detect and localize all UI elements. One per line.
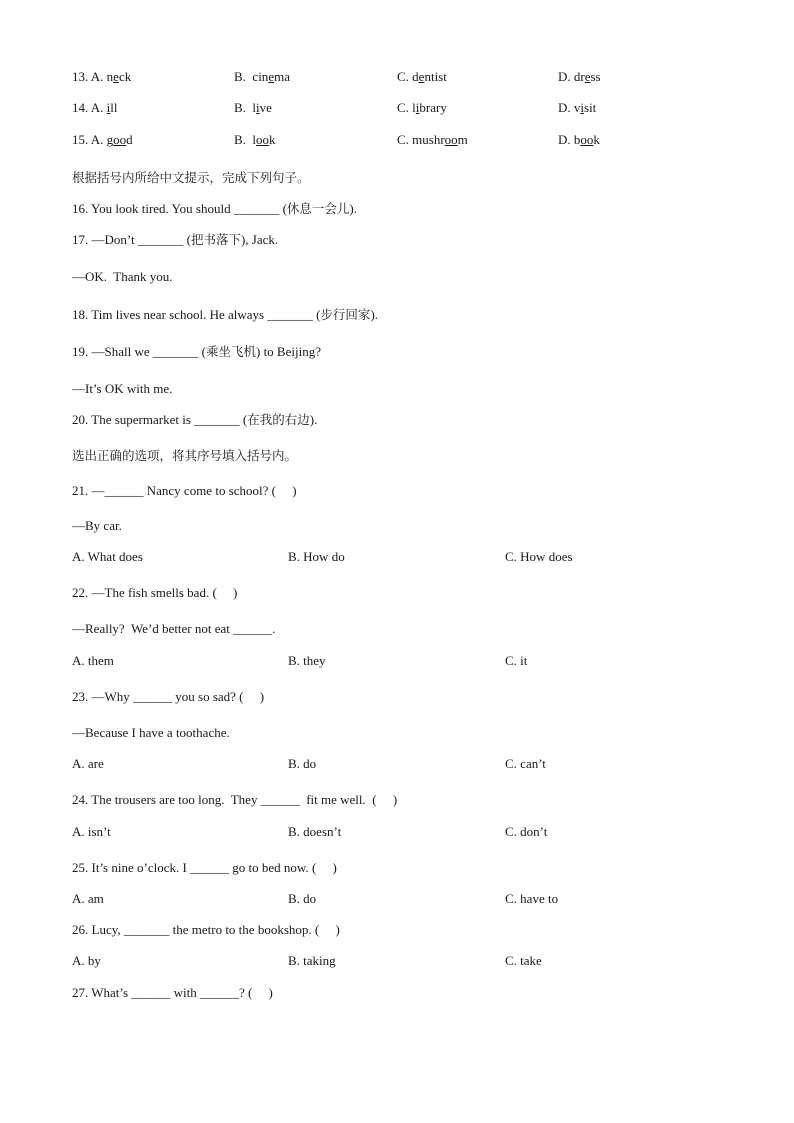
question-26-options <box>72 953 722 969</box>
option-d: D. dress <box>558 69 601 84</box>
option-b: B. cinema <box>234 69 290 84</box>
question-26: 26. Lucy, _______ the metro to the bookshop. ( ) <box>72 922 340 937</box>
option-c: C. can’t <box>505 756 546 771</box>
option-c: C. it <box>505 653 528 668</box>
question-21-reply: —By car. <box>72 518 122 533</box>
option-c: C. library <box>397 100 447 115</box>
question-16: 16. You look tired. You should _______ (休息一会儿). <box>72 201 358 216</box>
option-a: A. What does <box>72 549 143 564</box>
question-23: 23. —Why ______ you so sad? ( ) <box>72 689 265 704</box>
question-18: 18. Tim lives near school. He always _______ (步行回家). <box>72 307 379 322</box>
question-24: 24. The trousers are too long. They ______ fit me well. ( ) <box>72 792 398 807</box>
option-b: B. taking <box>288 953 336 968</box>
question-13-row <box>72 69 672 85</box>
question-27: 27. What’s ______ with ______? ( ) <box>72 985 273 1000</box>
option-a: 13. A. neck <box>72 69 132 84</box>
question-21-options <box>72 549 722 565</box>
question-24-options <box>72 824 722 840</box>
question-20: 20. The supermarket is _______ (在我的右边). <box>72 412 318 427</box>
option-a: A. them <box>72 653 114 668</box>
question-25-options <box>72 891 722 907</box>
option-a: A. are <box>72 756 104 771</box>
question-17-reply: —OK. Thank you. <box>72 269 173 284</box>
question-19-reply: —It’s OK with me. <box>72 381 173 396</box>
option-c: C. don’t <box>505 824 548 839</box>
option-b: B. How do <box>288 549 345 564</box>
option-b: B. they <box>288 653 326 668</box>
question-21: 21. —______ Nancy come to school? ( ) <box>72 483 297 498</box>
option-c: C. dentist <box>397 69 447 84</box>
question-17: 17. —Don’t _______ (把书落下), Jack. <box>72 232 279 247</box>
section-title-sentences: 根据括号内所给中文提示，完成下列句子。 <box>72 170 310 185</box>
option-d: D. visit <box>558 100 597 115</box>
option-c: C. take <box>505 953 542 968</box>
question-22-reply: —Really? We’d better not eat ______. <box>72 621 276 636</box>
question-19: 19. —Shall we _______ (乘坐飞机) to Beijing? <box>72 344 321 359</box>
option-c: C. mushroom <box>397 132 468 147</box>
question-15-row <box>72 132 672 148</box>
option-b: B. live <box>234 100 272 115</box>
option-a: 14. A. ill <box>72 100 118 115</box>
question-22-options <box>72 653 722 669</box>
option-b: B. do <box>288 891 317 906</box>
section-title-choices: 选出正确的选项，将其序号填入括号内。 <box>72 448 298 463</box>
option-c: C. How does <box>505 549 573 564</box>
option-a: A. by <box>72 953 101 968</box>
question-23-options <box>72 756 722 772</box>
option-b: B. look <box>234 132 276 147</box>
question-23-reply: —Because I have a toothache. <box>72 725 230 740</box>
option-a: A. isn’t <box>72 824 111 839</box>
question-22: 22. —The fish smells bad. ( ) <box>72 585 238 600</box>
option-b: B. doesn’t <box>288 824 342 839</box>
option-b: B. do <box>288 756 317 771</box>
option-d: D. book <box>558 132 600 147</box>
option-a: A. am <box>72 891 104 906</box>
option-a: 15. A. good <box>72 132 133 147</box>
option-c: C. have to <box>505 891 559 906</box>
question-14-row <box>72 100 672 116</box>
question-25: 25. It’s nine o’clock. I ______ go to bed now. ( ) <box>72 860 337 875</box>
